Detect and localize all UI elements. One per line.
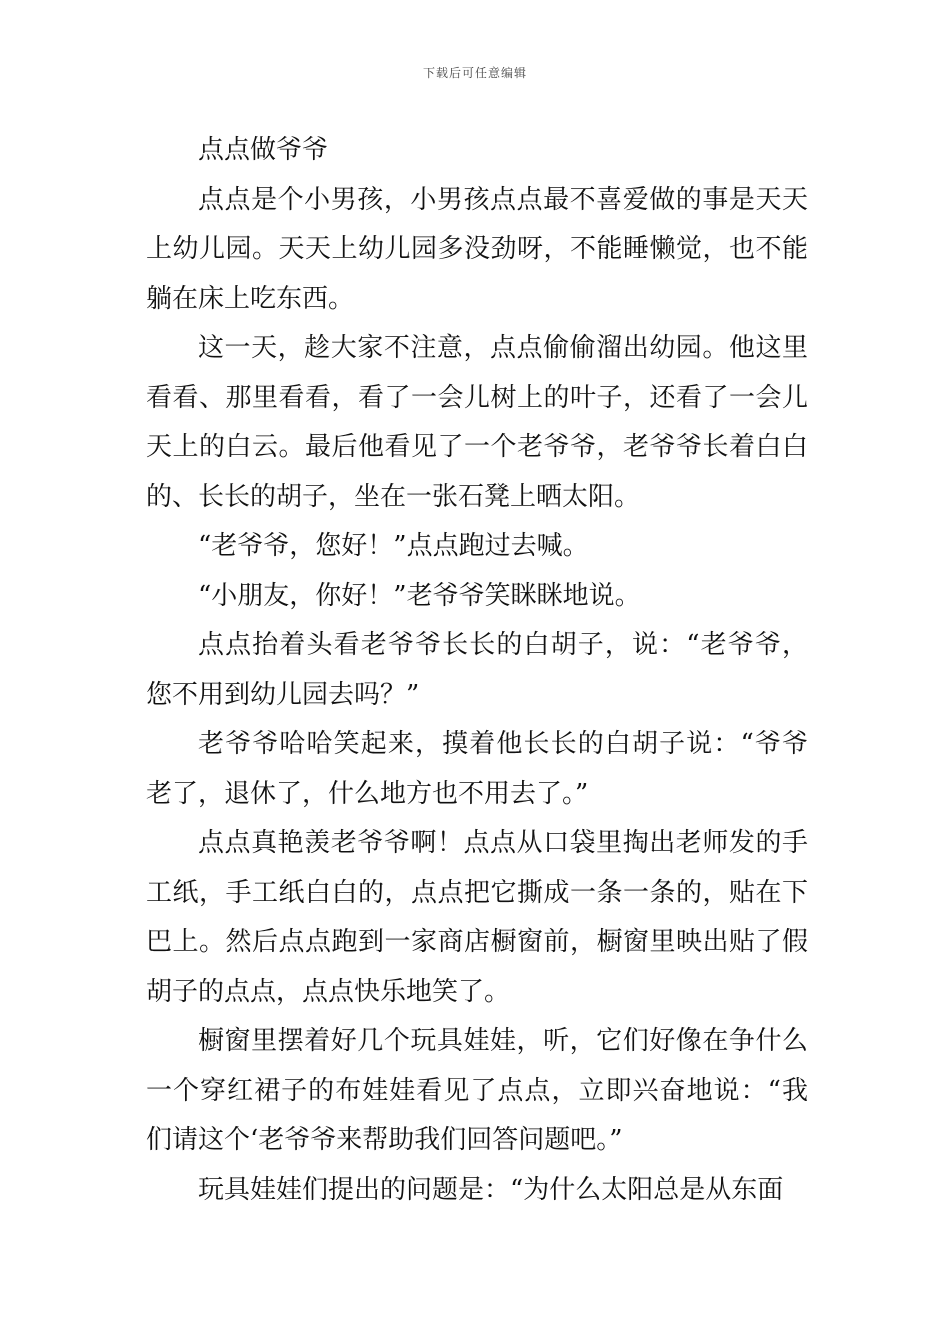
paragraph: “老爷爷，您好！”点点跑过去喊。 <box>198 531 589 561</box>
paragraph: 这一天，趁大家不注意，点点偷偷溜出幼园。他这里看看、那里看看，看了一会儿树上的叶子，还看了一会儿天上的白云。最后他看见了一个老爷爷，老爷爷长着白白的、长长的胡子，坐在一张石凳上晒太阳。 <box>146 333 808 512</box>
paragraph: 点点真艳羡老爷爷啊！点点从口袋里掏出老师发的手工纸，手工纸白白的，点点把它撕成一条一条的，贴在下巴上。然后点点跑到一家商店橱窗前，橱窗里映出贴了假胡子的点点，点点快乐地笑了。 <box>146 828 808 1007</box>
paragraph: 点点抬着头看老爷爷长长的白胡子，说：“老爷爷，您不用到幼儿园去吗？” <box>146 630 808 710</box>
paragraph: 老爷爷哈哈笑起来，摸着他长长的白胡子说：“爷爷老了，退休了，什么地方也不用去了。” <box>146 729 808 809</box>
paragraph: 玩具娃娃们提出的问题是：“为什么太阳总是从东面 <box>198 1174 784 1205</box>
page-header: 下载后可任意编辑 <box>422 66 527 80</box>
paragraph: “小朋友，你好！”老爷爷笑眯眯地说。 <box>198 580 641 611</box>
document-title: 点点做爷爷 <box>198 135 329 165</box>
paragraph: 橱窗里摆着好几个玩具娃娃，听，它们好像在争什么一个穿红裙子的布娃娃看见了点点，立即兴奋地说：“我们请这个‘老爷爷来帮助我们回答问题吧。” <box>146 1026 808 1155</box>
paragraph: 点点是个小男孩，小男孩点点最不喜爱做的事是天天上幼儿园。天天上幼儿园多没劲呀，不能睡懒觉，也不能躺在床上吃东西。 <box>146 184 808 314</box>
document-body <box>146 126 808 1215</box>
